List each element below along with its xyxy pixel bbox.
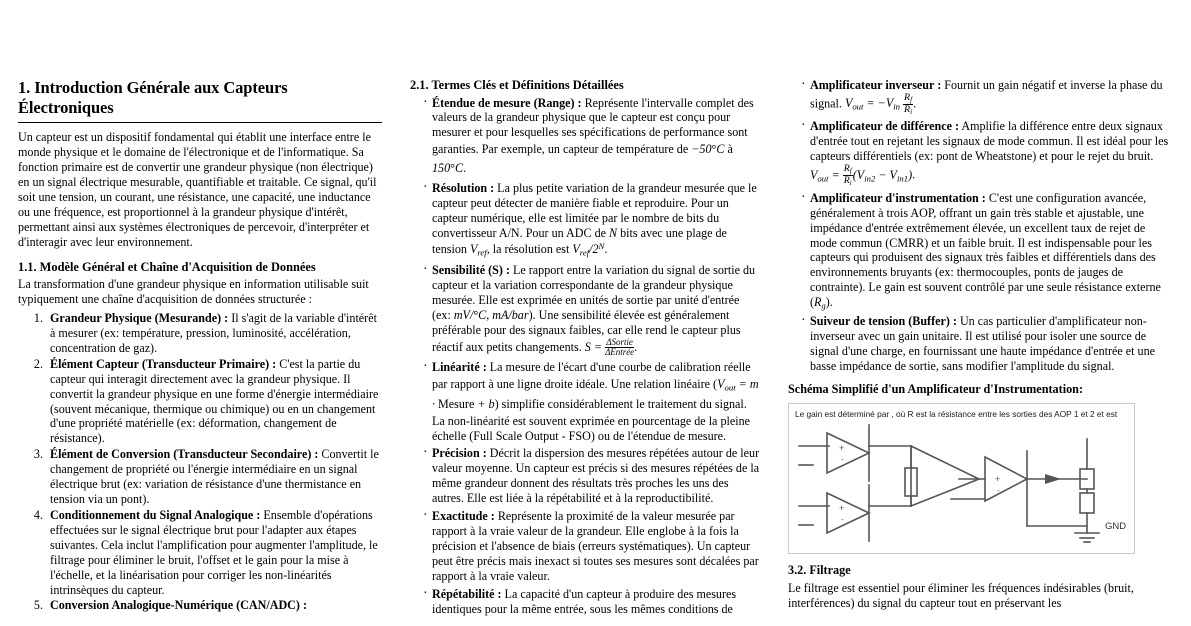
schematic-svg — [789, 421, 1134, 547]
list-item-term: Exactitude : — [432, 509, 495, 524]
math-range-min: −50°C — [691, 142, 725, 157]
list-item-text: ). — [825, 295, 833, 310]
list-item-text: Convertit le changement de propriété ou l'énergie intermédiaire en un signal électrique brut (ex: variation de résistance d'une thermistance en tension via un pont). — [50, 447, 379, 507]
page-title: 1. Introduction Générale aux Capteurs Électroniques — [18, 78, 382, 123]
list-item-text: . — [912, 167, 916, 182]
opamp-2-minus-label: - — [841, 514, 844, 524]
opamp-3-triangle — [985, 457, 1027, 501]
list-item — [46, 598, 382, 613]
instrumentation-amplifier-schematic — [788, 403, 1135, 554]
list-item-term: Conditionnement du Signal Analogique : — [50, 507, 261, 522]
list-item-text: , — [486, 307, 493, 322]
list-item-text: . — [634, 339, 638, 354]
list-item — [801, 119, 1173, 187]
list-item-term: Élément de Conversion (Transducteur Secondaire) : — [50, 447, 319, 462]
difference-stage-triangle — [911, 446, 979, 506]
math-rg: Rg — [814, 295, 826, 311]
opamp-1-plus-label: + — [839, 442, 845, 453]
math-unit-ma-per-bar: mA/bar — [492, 307, 529, 322]
list-item-text: ) simplifie considérablement le traitement du signal. La non-linéarité est souvent exprimée en pourcentage de la pleine échelle (Full Scale Output - FSO) ou de l'étendue de mesure. — [432, 396, 750, 443]
list-item-text: . — [604, 242, 608, 257]
list-item-term: Amplificateur inverseur : — [810, 78, 942, 92]
math-range-max: 150°C — [432, 161, 464, 175]
filtrage-paragraph: Le filtrage est essentiel pour éliminer les fréquences indésirables (bruit, interférences) du signal du capteur tout en préservant les — [788, 580, 1134, 610]
list-item-text: Fournit un gain négatif et inverse la phase du signal. — [810, 78, 1163, 111]
list-item-text: La plus petite variation de la grandeur mesurée que le capteur peut détecter de manière fiable et reproduire. Pour un capteur numérique, elle est limitée par le nombre de bits du convertisseur A/N. Pour un ADC de — [432, 180, 757, 240]
list-item-text: Un cas particulier d'amplificateur non-inverseur avec un gain unitaire. Il est utilisé pour isoler une source de signal d'une charge, en fournissant une haute impédance d'entrée et une basse impédance de sortie, sans modifier l'amplitude du signal. — [810, 314, 1155, 373]
list-item-text: La capacité d'un capteur à produire des mesures identiques pour la même entrée, sous les mêmes conditions de — [432, 586, 737, 616]
list-item-term: Sensibilité (S) : — [432, 263, 510, 278]
list-item-term: Linéarité : — [432, 360, 487, 375]
amplifier-types-list — [788, 78, 1173, 374]
math-resolution-formula: Vref/$2^N$ — [572, 241, 605, 258]
list-item-text: La mesure de l'écart d'une courbe de calibration réelle par rapport à une ligne droite idéale. Une relation linéaire ( — [432, 360, 751, 392]
section-heading-1-1: 1.1. Modèle Général et Chaîne d'Acquisition de Données — [18, 259, 316, 274]
list-item — [801, 314, 1173, 374]
opamp-2-plus-label: + — [839, 502, 845, 513]
list-item-text: C'est une configuration avancée, généralement à trois AOP, offrant un gain très stable et ajustable, une impédance d'entrée extrêmement élevée, un excellent taux de rejet de mode commun (CMRR) et un faible bruit. Il est indispensable pour les capteurs qui produisent des signaux très faibles et différentiels dans des environnements bruyants (ex: thermocouples, ponts de jauges de contrainte). Le gain est souvent contrôlé par une seule résistance externe ( — [810, 190, 1161, 310]
list-item-text: Amplifie la différence entre deux signaux d'entrée tout en rejetant les signaux de mode commun. Il est idéal pour les capteurs différentiels (ex: pont de Wheatstone) et pour le rejet du bruit. — [810, 119, 1169, 164]
signal-direction-arrow — [1045, 474, 1061, 484]
column-3 — [778, 78, 1173, 626]
schema-heading: Schéma Simplifié d'un Amplificateur d'Instrumentation: — [788, 381, 1084, 396]
opamp-2-triangle — [827, 493, 869, 533]
section-heading-2-1: 2.1. Termes Clés et Définitions Détaillées — [410, 78, 624, 92]
list-item — [423, 509, 760, 584]
section-heading-3-2: 3.2. Filtrage — [788, 562, 851, 577]
list-item-term: Grandeur Physique (Mesurande) : — [50, 310, 229, 325]
list-item — [423, 96, 760, 178]
key-terms-list — [410, 96, 760, 617]
math-linearity-formula: Vout = m · Mesure + b — [432, 377, 759, 411]
list-item — [423, 360, 760, 443]
ground-label: GND — [1105, 520, 1127, 532]
list-item-term: Suiveur de tension (Buffer) : — [810, 314, 957, 329]
list-item — [46, 357, 382, 447]
math-difference-amp-formula: Vout = $\frac{Rf}{Ri}$ (Vin2 − Vin1) — [810, 163, 913, 188]
list-item-text: ). Une sensibilité élevée est généralement préférable pour des signaux faibles, car elle rend le capteur plus réactif aux petits changements. — [432, 307, 741, 354]
list-item-text: Décrit la dispersion des mesures répétées autour de leur valeur moyenne. Un capteur est précis si des mesures répétées de la même grandeur donnent des résultats très proches les uns des autres. Elle est liée à la répétabilité et à la reproductibilité. — [432, 446, 760, 506]
opamp-1-triangle — [827, 433, 869, 473]
list-item-text: Ensemble d'opérations effectuées sur le signal électrique brut pour l'adapter aux étapes suivantes. Cela inclut l'amplification pour augmenter l'amplitude, le filtrage pour éliminer le bruit, l'offset et le gain pour la mise à l'échelle, et la linéarisation pour corriger les non-linéarités intrinsèques du capteur. — [50, 507, 378, 597]
list-item-text: . — [913, 96, 917, 111]
math-vref: Vref — [469, 242, 487, 258]
schema-caption: Le gain est déterminé par , où R est la résistance entre les sorties des AOP 1 et 2 et est — [795, 409, 1118, 419]
list-item-term: Précision : — [432, 446, 487, 461]
list-item-text: , la résolution est — [486, 242, 573, 257]
list-item — [423, 181, 760, 260]
three-column-layout — [18, 78, 1173, 626]
list-item-text: Représente la proximité de la valeur mesurée par rapport à la vraie valeur de la grandeur. Elle englobe à la fois la précision et l'absence de biais (erreurs systématiques). Un capteur peut être précis mais inexact si toutes ses mesures sont décalées par rapport à la vraie valeur. — [432, 509, 759, 583]
opamp-3-minus-label: - — [997, 485, 1000, 495]
list-item-text: . — [463, 161, 467, 175]
list-item-term: Étendue de mesure (Range) : — [432, 95, 582, 110]
chain-intro-paragraph: La transformation d'une grandeur physique en information utilisable suit typiquement une chaîne d'acquisition de données structurée : — [18, 277, 369, 307]
math-unit-mv-per-c: mV/°C — [453, 307, 487, 322]
opamp-1-minus-label: - — [841, 454, 844, 464]
acquisition-chain-list — [18, 311, 382, 613]
list-item-term: Conversion Analogique-Numérique (CAN/ADC) : — [50, 598, 307, 613]
list-item-text: bits avec une plage de tension — [432, 225, 727, 257]
list-item-term: Amplificateur d'instrumentation : — [810, 190, 986, 205]
list-item-text: Le rapport entre la variation du signal de sortie du capteur et la variation correspondante de la grandeur physique mesurée. Elle est exprimée en unités de sortie par unité d'entrée (ex: — [432, 263, 756, 322]
list-item — [801, 191, 1173, 311]
list-item-text: à — [724, 142, 733, 157]
list-item — [801, 78, 1173, 116]
intro-paragraph: Un capteur est un dispositif fondamental qui établit une interface entre le monde physique et le domaine de l'électronique et de l'informatique. Sa fonction primaire est de convertir une grandeur physique (non électrique) en un signal électrique mesurable, quantifiable et traitable. Ce signal, qu'il soit une tension, un courant, une résistance, une capacité, une inductance ou une fréquence, est proportionnel à la grandeur physique d'intérêt, permettant ainsi aux systèmes électroniques de percevoir, d'interpréter et d'interagir avec leur environnement. — [18, 130, 377, 249]
list-item-term: Répétabilité : — [432, 586, 502, 601]
list-item — [46, 508, 382, 598]
column-1 — [18, 78, 410, 626]
list-item-term: Amplificateur de différence : — [810, 119, 960, 134]
math-inverting-gain-formula: Vout = −Vin $\frac{Rf}{Ri}$ — [844, 91, 913, 117]
list-item — [46, 311, 382, 356]
list-item — [46, 447, 382, 507]
list-item-text: Il s'agit de la variable d'intérêt à mesurer (ex: température, pression, luminosité, accélération, concentration de gaz). — [50, 310, 377, 355]
math-n-bits: N — [609, 225, 618, 240]
opamp-3-plus-label: + — [995, 473, 1001, 484]
list-item-term: Élément Capteur (Transducteur Primaire) : — [50, 356, 277, 371]
list-item — [423, 446, 760, 506]
math-sensitivity-formula: S = $\frac{\text{ΔSortie}}{\text{ΔEntrée}}$ — [584, 337, 635, 358]
column-2 — [410, 78, 778, 626]
list-item — [423, 263, 760, 357]
output-resistor-2 — [1080, 493, 1094, 513]
list-item-term: Résolution : — [432, 180, 495, 195]
list-item-text: C'est la partie du capteur qui interagit directement avec la grandeur physique. Il convertit la grandeur physique en une forme d'énergie intermédiaire (souvent mécanique, thermique ou chimique) ou en un changement d'une propriété matérielle (ex: déformation, changement de résistance). — [50, 356, 379, 446]
list-item — [423, 587, 760, 617]
list-item-text: Représente l'intervalle complet des valeurs de la grandeur physique que le capteur est conçu pour mesurer et pour lesquelles ses spécifications de performance sont garanties. Par exemple, un capteur de température de — [432, 95, 754, 157]
